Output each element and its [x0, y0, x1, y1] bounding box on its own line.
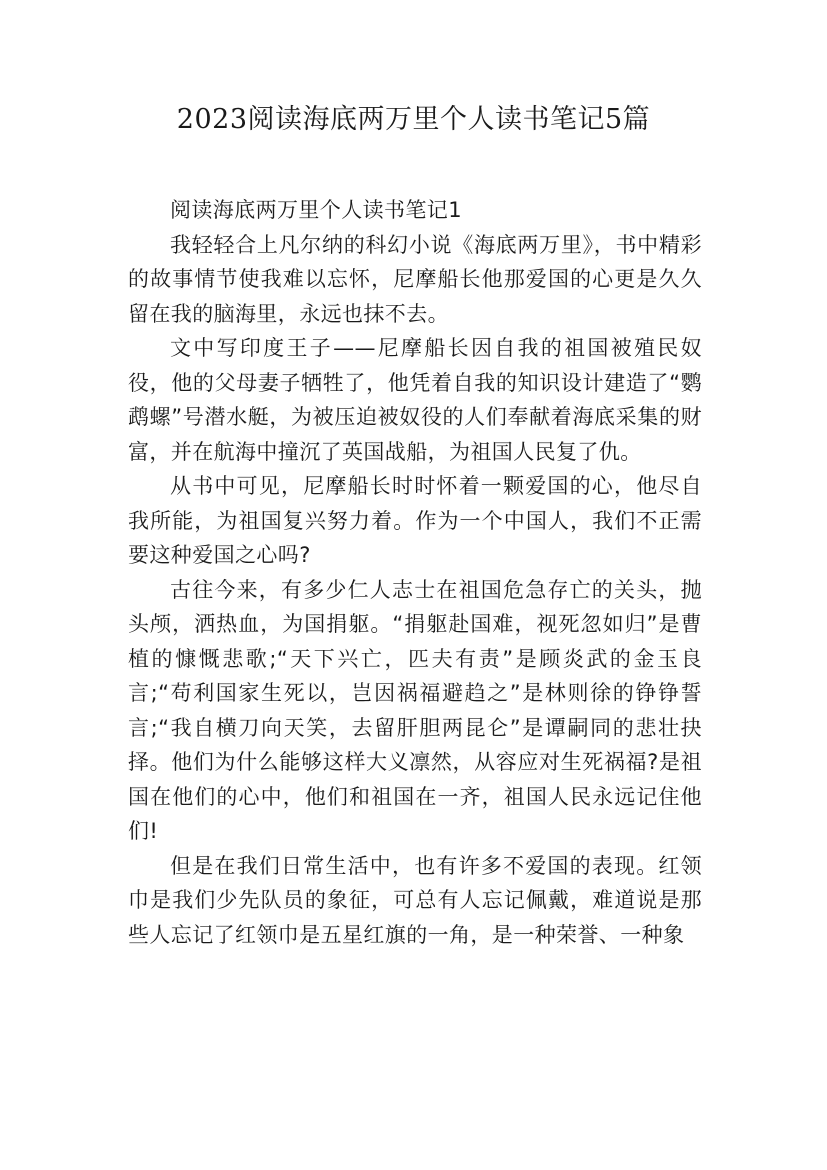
document-title: 2023阅读海底两万里个人读书笔记5篇 — [176, 104, 651, 135]
paragraph-1: 我轻轻合上凡尔纳的科幻小说《海底两万里》，书中精彩的故事情节使我难以忘怀，尼摩船长他那爱国的心更是久久留在我的脑海里，永远也抹不去。 — [128, 232, 702, 326]
paragraph-2: 文中写印度王子——尼摩船长因自我的祖国被殖民奴役，他的父母妻子牺牲了，他凭着自我的知识设计建造了“鹦鹉螺”号潜水艇，为被压迫被奴役的人们奉献着海底采集的财富，并在航海中撞沉了英国战船，为祖国人民复了仇。 — [128, 336, 702, 464]
paragraph-5: 但是在我们日常生活中，也有许多不爱国的表现。红领巾是我们少先队员的象征，可总有人忘记佩戴，难道说是那些人忘记了红领巾是五星红旗的一角，是一种荣誉、一种象 — [128, 853, 702, 947]
document-body — [128, 193, 702, 952]
paragraph-3: 从书中可见，尼摩船长时时怀着一颗爱国的心，他尽自我所能，为祖国复兴努力着。作为一个中国人，我们不正需要这种爱国之心吗? — [128, 474, 702, 567]
section-heading: 阅读海底两万里个人读书笔记1 — [170, 198, 462, 222]
paragraph-4: 古往今来，有多少仁人志士在祖国危急存亡的关头，抛头颅，洒热血，为国捐躯。“捐躯赴国难，视死忽如归”是曹植的慷慨悲歌;“天下兴亡，匹夫有责”是顾炎武的金玉良言;“苟利国家生死以，岂因祸福避趋之”是林则徐的铮铮誓言;“我自横刀向天笑，去留肝胆两昆仑”是谭嗣同的悲壮抉择。他们为什么能够这样大义凛然，从容应对生死祸福?是祖国在他们的心中，他们和祖国在一齐，祖国人民永远记住他们! — [128, 577, 702, 843]
